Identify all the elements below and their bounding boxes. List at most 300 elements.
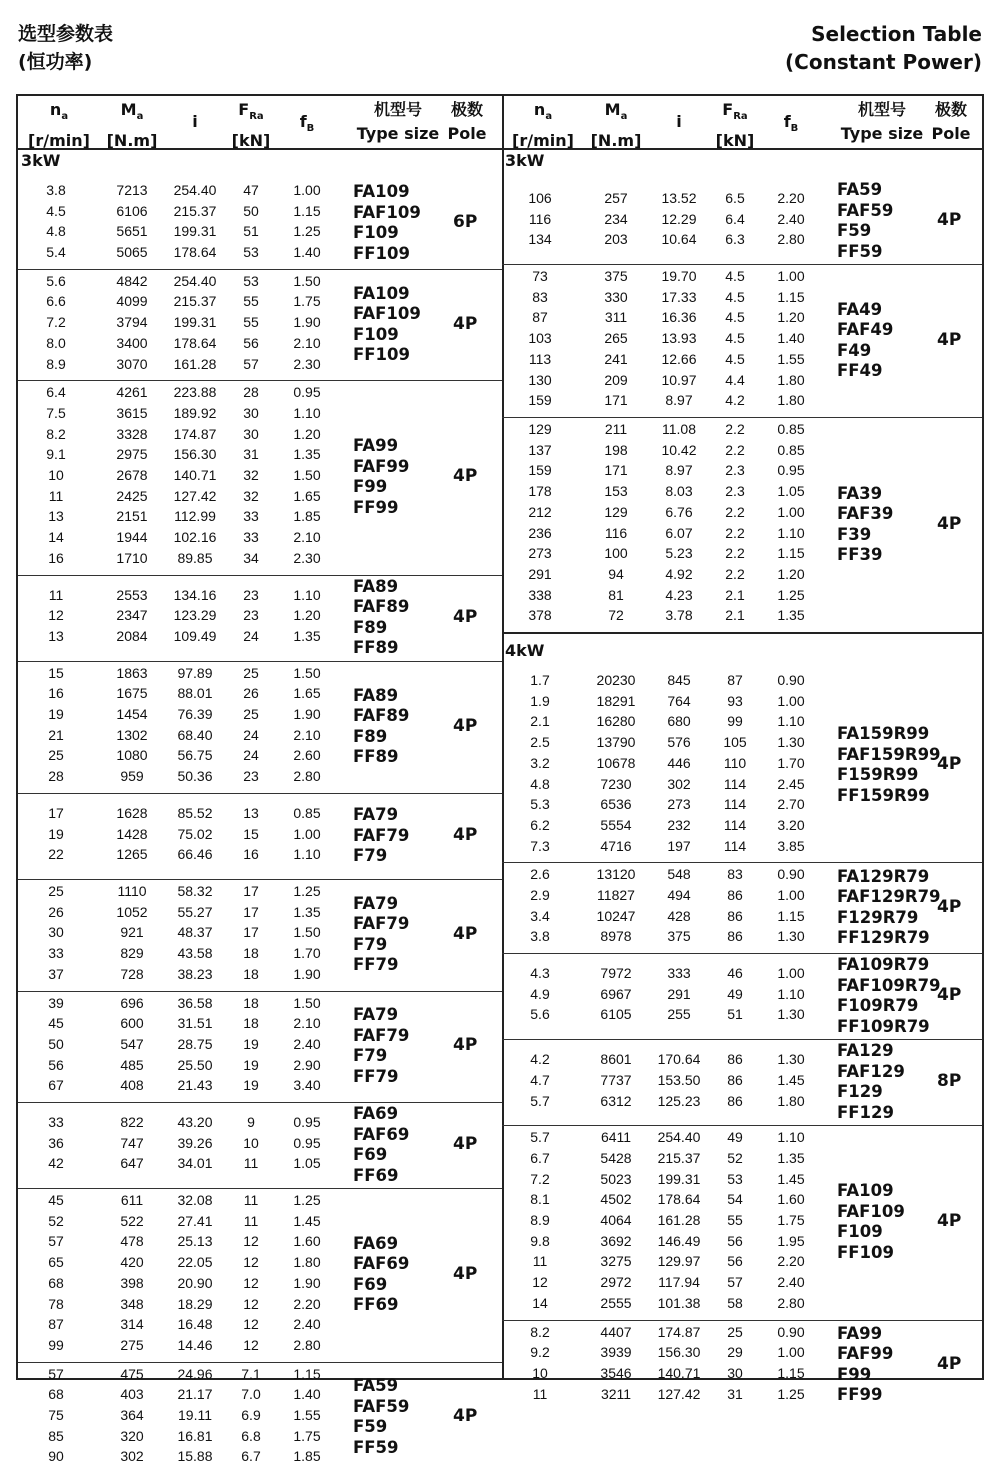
cell-na: 11 xyxy=(48,586,64,603)
table-row xyxy=(502,1189,982,1210)
cell-ma: 6411 xyxy=(600,1129,632,1146)
cell-na: 2.6 xyxy=(530,866,550,883)
cell-fra: 29 xyxy=(727,1344,743,1361)
type-size: F99 xyxy=(353,477,388,497)
cell-fb: 2.40 xyxy=(293,1316,321,1333)
cell-fra: 33 xyxy=(243,508,259,525)
cell-ma: 2553 xyxy=(116,586,148,603)
cell-na: 103 xyxy=(528,330,552,347)
cell-ma: 2975 xyxy=(116,446,148,463)
cell-na: 338 xyxy=(528,586,552,603)
cell-fra: 33 xyxy=(243,529,259,546)
cell-ratio: 58.32 xyxy=(177,883,213,899)
cell-fra: 114 xyxy=(723,837,747,854)
cell-ma: 20230 xyxy=(596,672,636,688)
cell-ma: 314 xyxy=(120,1316,144,1333)
cell-ma: 203 xyxy=(604,231,628,248)
cell-na: 14 xyxy=(532,1294,548,1311)
cell-fb: 1.80 xyxy=(293,1254,321,1271)
cell-ma: 8978 xyxy=(600,928,632,945)
cell-ma: 11827 xyxy=(597,886,635,903)
table-row xyxy=(502,1091,982,1112)
cell-na: 75 xyxy=(48,1407,64,1424)
cell-fra: 25 xyxy=(243,664,259,681)
cell-ma: 5651 xyxy=(116,223,148,240)
cell-ratio: 197 xyxy=(667,837,691,854)
type-size-list xyxy=(837,484,893,566)
cell-ratio: 189.92 xyxy=(173,404,217,421)
table-row xyxy=(18,1273,502,1294)
cell-fb: 1.00 xyxy=(777,268,805,285)
cell-fra: 34 xyxy=(243,549,259,566)
cell-ratio: 17.33 xyxy=(661,288,697,305)
cell-ratio: 85.52 xyxy=(177,804,213,821)
table-row xyxy=(502,502,982,523)
table-row xyxy=(502,1342,982,1363)
type-size-list xyxy=(353,284,421,366)
type-size-list xyxy=(353,1104,409,1186)
cell-ma: 1710 xyxy=(116,549,148,566)
cell-na: 4.5 xyxy=(46,202,66,219)
cell-ma: 3692 xyxy=(600,1232,632,1249)
col-na xyxy=(22,98,96,153)
cell-ratio: 845 xyxy=(667,672,691,688)
cell-ratio: 55.27 xyxy=(177,903,213,920)
cell-ratio: 27.41 xyxy=(177,1212,213,1229)
cell-na: 1.9 xyxy=(530,692,550,709)
cell-ma: 4716 xyxy=(600,837,632,854)
cell-fra: 4.5 xyxy=(725,288,745,305)
cell-ratio: 161.28 xyxy=(657,1212,701,1229)
cell-ratio: 102.16 xyxy=(173,529,217,546)
power-label: 3kW xyxy=(505,151,545,170)
cell-ma: 1110 xyxy=(117,883,147,899)
cell-ratio: 215.37 xyxy=(657,1149,701,1166)
type-size: FAF59 xyxy=(353,1396,410,1416)
table-row xyxy=(18,993,502,1014)
table-row xyxy=(18,803,502,824)
table-row xyxy=(502,209,982,230)
cell-ratio: 12.66 xyxy=(661,350,697,367)
cell-ratio: 494 xyxy=(667,886,691,903)
table-row xyxy=(18,1314,502,1335)
cell-fb: 1.15 xyxy=(293,1365,321,1382)
cell-fb: 3.40 xyxy=(293,1077,321,1094)
cell-ratio: 89.85 xyxy=(177,549,213,566)
cell-ratio: 232 xyxy=(667,816,691,833)
cell-fra: 17 xyxy=(243,903,259,920)
cell-fra: 114 xyxy=(723,796,747,813)
cell-fra: 28 xyxy=(243,384,259,401)
cell-fb: 2.45 xyxy=(777,775,805,792)
cell-na: 116 xyxy=(528,210,552,227)
type-size-list xyxy=(353,577,409,659)
cell-na: 68 xyxy=(48,1274,64,1291)
cell-ratio: 19.70 xyxy=(661,268,697,285)
cell-na: 2.1 xyxy=(530,713,550,730)
cell-ratio: 12.29 xyxy=(661,210,697,227)
cell-fb: 1.15 xyxy=(293,202,321,219)
cell-fra: 18 xyxy=(243,1015,259,1032)
cell-ratio: 24.96 xyxy=(177,1365,213,1382)
cell-na: 137 xyxy=(528,441,552,458)
cell-fra: 7.1 xyxy=(241,1365,261,1382)
cell-ratio: 32.08 xyxy=(177,1192,213,1209)
cell-ratio: 178.64 xyxy=(173,244,217,261)
cell-fra: 83 xyxy=(727,866,743,883)
cell-ma: 116 xyxy=(604,524,628,541)
cell-ratio: 31.51 xyxy=(177,1015,213,1032)
cell-fb: 1.45 xyxy=(293,1212,321,1229)
cell-fra: 93 xyxy=(727,692,743,709)
col-ma-symbol: $M_a$ xyxy=(120,100,144,123)
pole-value: 4P xyxy=(937,896,962,917)
table-row xyxy=(18,271,502,292)
cell-ratio: 199.31 xyxy=(173,223,217,240)
cell-na: 6.6 xyxy=(46,293,66,310)
cell-ratio: 223.88 xyxy=(173,384,217,401)
type-size: FF109 xyxy=(353,345,410,365)
type-size: FA109 xyxy=(353,283,410,303)
type-size: FAF59 xyxy=(837,200,894,220)
cell-na: 85 xyxy=(48,1427,64,1444)
row-group xyxy=(502,417,982,634)
type-size: FA59 xyxy=(837,180,883,200)
cell-fb: 1.50 xyxy=(293,467,321,484)
cell-na: 28 xyxy=(48,768,64,785)
cell-fb: 1.35 xyxy=(293,627,321,644)
cell-ma: 420 xyxy=(120,1254,144,1271)
cell-fra: 24 xyxy=(243,747,259,764)
power-label: 4kW xyxy=(505,641,545,660)
type-size: F59 xyxy=(837,221,872,241)
cell-ma: 4064 xyxy=(600,1212,632,1229)
table-panel-right xyxy=(502,96,982,1405)
cell-ratio: 97.89 xyxy=(177,664,213,681)
cell-ratio: 20.90 xyxy=(177,1274,213,1291)
table-row xyxy=(18,626,502,647)
type-size: FF49 xyxy=(837,361,883,381)
type-size-list xyxy=(837,1041,905,1123)
col-ma-symbol: $M_a$ xyxy=(604,100,628,123)
cell-na: 12 xyxy=(532,1274,548,1291)
type-size: FA159R99 xyxy=(837,724,930,744)
cell-na: 78 xyxy=(48,1295,64,1312)
cell-ma: 1454 xyxy=(116,706,148,723)
cell-fb: 1.20 xyxy=(293,425,321,442)
table-row xyxy=(502,1251,982,1272)
cell-ma: 10678 xyxy=(596,754,636,771)
type-size: FAF109 xyxy=(837,1201,905,1221)
cell-na: 3.8 xyxy=(46,182,66,198)
row-group xyxy=(18,879,502,992)
cell-fb: 1.35 xyxy=(293,446,321,463)
cell-na: 6.7 xyxy=(530,1149,550,1166)
cell-ma: 600 xyxy=(120,1015,144,1032)
table-header xyxy=(18,96,502,150)
cell-na: 129 xyxy=(528,421,552,437)
row-group xyxy=(502,1320,982,1411)
cell-ratio: 127.42 xyxy=(657,1385,701,1402)
cell-na: 19 xyxy=(48,706,64,723)
cell-fra: 30 xyxy=(243,425,259,442)
cell-fra: 54 xyxy=(727,1191,743,1208)
cell-ma: 4261 xyxy=(116,384,148,401)
cell-ma: 18291 xyxy=(596,692,636,709)
pole-value: 4P xyxy=(453,606,478,627)
type-size: F39 xyxy=(837,524,872,544)
cell-fra: 30 xyxy=(727,1364,743,1381)
type-size: FF59 xyxy=(353,1437,399,1457)
cell-na: 7.2 xyxy=(530,1170,550,1187)
cell-fb: 1.75 xyxy=(293,1427,321,1444)
cell-ma: 6105 xyxy=(600,1006,632,1023)
cell-ma: 6312 xyxy=(600,1092,632,1109)
type-size-list xyxy=(837,1181,905,1263)
table-row xyxy=(18,444,502,465)
cell-fb: 0.95 xyxy=(293,1114,321,1130)
cell-ratio: 178.64 xyxy=(173,334,217,351)
type-size: FF99 xyxy=(837,1385,883,1405)
cell-ratio: 156.30 xyxy=(173,446,217,463)
type-size-list xyxy=(353,894,409,976)
cell-fb: 1.00 xyxy=(777,965,805,982)
cell-fra: 11 xyxy=(243,1192,259,1209)
cell-ma: 3275 xyxy=(600,1253,632,1270)
type-size: FF69 xyxy=(353,1295,399,1315)
cell-fra: 30 xyxy=(243,404,259,421)
cell-fb: 3.85 xyxy=(777,837,805,854)
cell-fb: 1.10 xyxy=(293,586,321,603)
cell-ma: 7213 xyxy=(116,182,148,198)
type-size: FAF129 xyxy=(837,1061,905,1081)
type-size: FF129 xyxy=(837,1102,894,1122)
cell-na: 378 xyxy=(528,607,552,624)
table-row xyxy=(18,506,502,527)
cell-na: 14 xyxy=(48,529,64,546)
table-row xyxy=(502,1231,982,1252)
col-na-symbol: $n_a$ xyxy=(533,100,553,123)
cell-na: 159 xyxy=(528,392,552,409)
cell-ma: 408 xyxy=(120,1077,144,1094)
cell-fb: 1.50 xyxy=(293,664,321,681)
cell-fra: 9 xyxy=(247,1114,255,1130)
cell-ratio: 428 xyxy=(667,907,691,924)
col-fra xyxy=(712,98,758,153)
table-row xyxy=(18,1335,502,1356)
pole-value: 4P xyxy=(453,923,478,944)
type-size-list xyxy=(837,180,893,262)
cell-fra: 4.4 xyxy=(725,371,745,388)
cell-ma: 81 xyxy=(608,586,624,603)
type-size: FA109 xyxy=(837,1181,894,1201)
cell-ma: 171 xyxy=(604,392,628,409)
cell-fra: 15 xyxy=(243,825,259,842)
cell-na: 9.2 xyxy=(530,1344,550,1361)
pole-value: 4P xyxy=(453,466,478,487)
cell-fb: 0.95 xyxy=(777,462,805,479)
col-type xyxy=(338,98,458,146)
cell-ratio: 48.37 xyxy=(177,924,213,941)
cell-ratio: 8.97 xyxy=(665,392,693,409)
cell-na: 22 xyxy=(48,846,64,863)
cell-fra: 52 xyxy=(727,1149,743,1166)
cell-na: 36 xyxy=(48,1134,64,1151)
cell-na: 130 xyxy=(528,371,552,388)
cell-na: 87 xyxy=(532,309,548,326)
cell-fb: 1.15 xyxy=(777,288,805,305)
cell-fra: 4.5 xyxy=(725,330,745,347)
cell-ma: 10247 xyxy=(596,907,636,924)
type-size-list xyxy=(353,1234,409,1316)
type-size: FF79 xyxy=(353,1066,399,1086)
cell-na: 291 xyxy=(528,565,552,582)
cell-fra: 86 xyxy=(727,928,743,945)
table-row xyxy=(18,1384,502,1405)
cell-fb: 0.95 xyxy=(293,384,321,401)
cell-fra: 110 xyxy=(723,754,747,771)
cell-na: 39 xyxy=(48,994,64,1011)
cell-fb: 1.30 xyxy=(777,1006,805,1023)
row-group xyxy=(502,1039,982,1126)
cell-ratio: 140.71 xyxy=(657,1364,701,1381)
cell-fra: 53 xyxy=(243,244,259,261)
type-size: FA69 xyxy=(353,1233,399,1253)
cell-fra: 17 xyxy=(243,883,259,899)
cell-na: 45 xyxy=(48,1015,64,1032)
cell-fb: 1.35 xyxy=(777,607,805,624)
pole-value: 4P xyxy=(937,754,962,775)
cell-na: 2.9 xyxy=(530,886,550,903)
cell-ma: 4502 xyxy=(600,1191,632,1208)
col-type-cn: 机型号 xyxy=(373,100,422,119)
cell-fra: 24 xyxy=(243,627,259,644)
cell-ratio: 117.94 xyxy=(658,1274,700,1291)
cell-fra: 87 xyxy=(727,672,743,688)
type-size: F109 xyxy=(353,324,399,344)
cell-ma: 275 xyxy=(120,1336,144,1353)
type-size: F99 xyxy=(837,1364,872,1384)
type-size-list xyxy=(353,805,409,867)
cell-na: 19 xyxy=(48,825,64,842)
cell-ratio: 153.50 xyxy=(657,1071,701,1088)
cell-ratio: 21.43 xyxy=(177,1077,213,1094)
cell-ratio: 75.02 xyxy=(177,825,213,842)
cell-ratio: 4.23 xyxy=(665,586,693,603)
cell-ratio: 28.75 xyxy=(177,1035,213,1052)
col-fra xyxy=(228,98,274,153)
cell-ratio: 174.87 xyxy=(173,425,217,442)
cell-ratio: 576 xyxy=(667,734,691,751)
cell-na: 87 xyxy=(48,1316,64,1333)
type-size: F129R79 xyxy=(837,907,919,927)
cell-fb: 1.65 xyxy=(293,487,321,504)
cell-ma: 311 xyxy=(604,309,628,326)
cell-na: 8.2 xyxy=(46,425,66,442)
cell-ratio: 156.30 xyxy=(657,1344,701,1361)
cell-na: 33 xyxy=(48,1114,64,1130)
cell-fb: 1.15 xyxy=(777,545,805,562)
cell-na: 90 xyxy=(48,1448,64,1465)
cell-fra: 51 xyxy=(727,1006,743,1023)
cell-ma: 129 xyxy=(604,503,628,520)
cell-na: 5.3 xyxy=(530,796,550,813)
cell-fb: 1.70 xyxy=(293,945,321,962)
cell-na: 4.7 xyxy=(530,1071,550,1088)
cell-ratio: 112.99 xyxy=(174,508,216,525)
cell-fra: 2.1 xyxy=(725,586,745,603)
cell-fra: 46 xyxy=(727,965,743,982)
cell-ma: 348 xyxy=(120,1295,144,1312)
cell-fra: 57 xyxy=(727,1274,743,1291)
row-group xyxy=(18,793,502,880)
cell-ratio: 16.81 xyxy=(177,1427,213,1444)
cell-na: 83 xyxy=(532,288,548,305)
cell-ratio: 13.93 xyxy=(661,330,697,347)
type-size: FAF69 xyxy=(353,1124,410,1144)
cell-fb: 0.90 xyxy=(777,672,805,688)
table-row xyxy=(502,1070,982,1091)
cell-fb: 2.60 xyxy=(293,747,321,764)
cell-fra: 86 xyxy=(727,1092,743,1109)
col-ratio-symbol: i xyxy=(676,112,682,131)
cell-na: 17 xyxy=(48,804,64,821)
table-row xyxy=(18,1231,502,1252)
cell-ma: 153 xyxy=(604,483,628,500)
cell-na: 50 xyxy=(48,1035,64,1052)
cell-ratio: 36.58 xyxy=(177,994,213,1011)
cell-fb: 1.20 xyxy=(777,565,805,582)
table-row xyxy=(502,1322,982,1343)
pole-value: 6P xyxy=(453,212,478,233)
cell-ratio: 254.40 xyxy=(657,1129,701,1146)
type-size: F109R79 xyxy=(837,996,919,1016)
table-row xyxy=(502,564,982,585)
cell-ratio: 254.40 xyxy=(173,272,217,289)
col-fra-symbol: $F_{Ra}$ xyxy=(722,100,748,123)
table-row xyxy=(18,1133,502,1154)
cell-fra: 47 xyxy=(243,182,259,198)
cell-na: 4.3 xyxy=(530,965,550,982)
col-type xyxy=(822,98,942,146)
type-size: FA79 xyxy=(353,893,399,913)
pole-value: 4P xyxy=(937,329,962,350)
type-size: FA99 xyxy=(353,436,399,456)
type-size-list xyxy=(837,300,893,382)
table-row xyxy=(18,312,502,333)
cell-ma: 1628 xyxy=(116,804,148,821)
cell-fra: 86 xyxy=(727,1071,743,1088)
cell-ratio: 34.01 xyxy=(177,1155,213,1172)
type-size-list xyxy=(353,436,409,518)
page-title-cn: 选型参数表 xyxy=(18,23,114,45)
cell-na: 6.4 xyxy=(46,384,66,401)
cell-na: 99 xyxy=(48,1336,64,1353)
table-panel-left xyxy=(18,96,504,1465)
type-size: FA89 xyxy=(353,576,399,596)
cell-na: 4.2 xyxy=(530,1051,550,1068)
cell-fb: 2.40 xyxy=(777,210,805,227)
cell-fb: 2.80 xyxy=(777,231,805,248)
cell-fb: 1.15 xyxy=(777,1364,805,1381)
type-size: FAF79 xyxy=(353,1025,410,1045)
cell-fb: 2.10 xyxy=(293,1015,321,1032)
type-size-list xyxy=(353,1376,409,1458)
type-size: FA89 xyxy=(353,685,399,705)
pole-value: 4P xyxy=(937,1353,962,1374)
cell-ratio: 66.46 xyxy=(177,846,213,863)
cell-fra: 25 xyxy=(243,706,259,723)
